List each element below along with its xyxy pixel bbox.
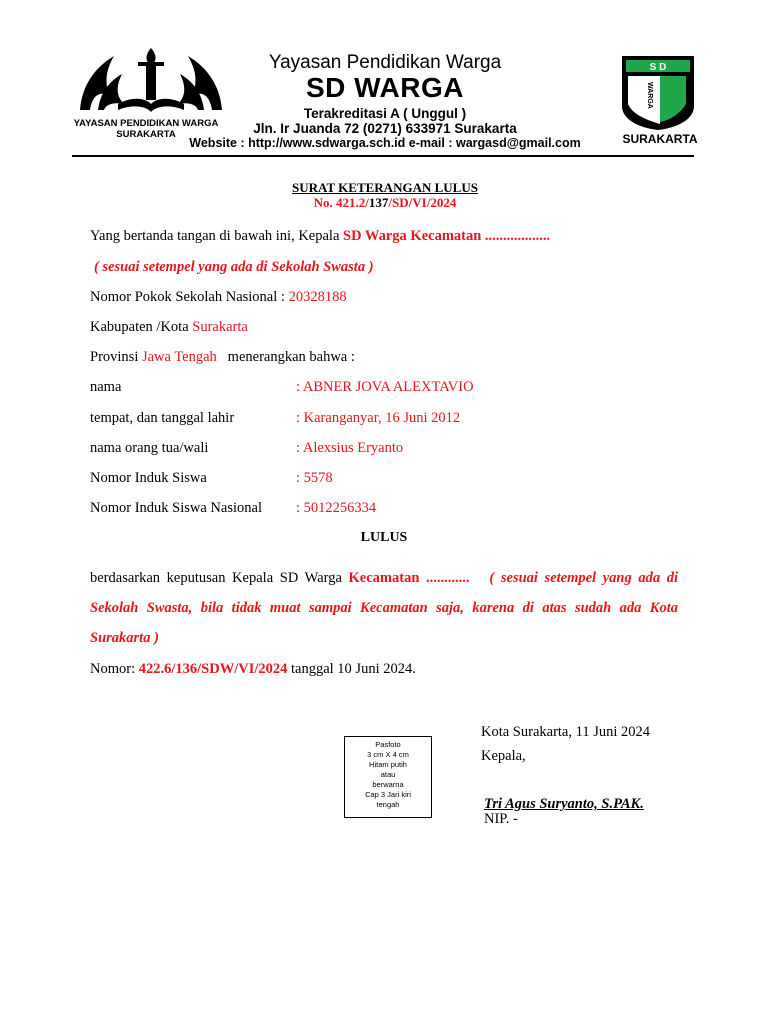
- birth-label: tempat, dan tanggal lahir: [90, 410, 235, 426]
- photo-line-4: atau: [380, 770, 396, 779]
- city-label: Kabupaten /Kota: [90, 319, 193, 335]
- province-suffix: menerangkan bahwa :: [216, 349, 355, 365]
- signature-place-date: Kota Surakarta, 11 Juni 2024: [481, 724, 651, 740]
- shield-logo-caption: SURAKARTA: [622, 132, 698, 146]
- nis-value: : 5578: [296, 470, 333, 486]
- letterhead-rule: [72, 155, 694, 157]
- school-shield-logo: [620, 54, 696, 132]
- decision-nomor-label: Nomor:: [90, 661, 139, 677]
- decision-nomor-suffix: tanggal 10 Juni 2024.: [287, 661, 416, 677]
- shield-logo-text: S D: [649, 62, 667, 73]
- status-heading: LULUS: [360, 530, 408, 545]
- student-name-label: nama: [90, 379, 122, 395]
- photo-placeholder: [344, 736, 432, 818]
- decision-note-2: Sekolah Swasta, bila tidak muat sampai Kecamatan saja, karena di atas sudah ada Kota: [90, 600, 678, 616]
- signatory-nip: NIP. -: [484, 811, 518, 827]
- signatory-name: Tri Agus Suryanto, S.PAK.: [484, 796, 644, 812]
- nisn-value: : 5012256334: [296, 500, 377, 516]
- accreditation: Terakreditasi A ( Unggul ): [303, 106, 467, 121]
- document-title: SURAT KETERANGAN LULUS: [292, 180, 478, 195]
- nis-label: Nomor Induk Siswa: [90, 470, 207, 486]
- province-value: Jawa Tengah: [141, 349, 217, 365]
- foundation-name: Yayasan Pendidikan Warga: [268, 52, 502, 73]
- province-label: Provinsi: [90, 349, 142, 365]
- birth-value: : Karanganyar, 16 Juni 2012: [296, 410, 461, 426]
- nisn-label: Nomor Induk Siswa Nasional: [90, 500, 262, 516]
- intro-school: SD Warga Kecamatan ..................: [343, 228, 551, 244]
- npsn-line: [90, 289, 347, 306]
- npsn-label: Nomor Pokok Sekolah Nasional :: [90, 289, 289, 305]
- decision-line-1: [90, 570, 678, 587]
- signature-role: Kepala,: [481, 748, 526, 764]
- photo-line-6: Cap 3 Jari kiri: [365, 790, 411, 799]
- document-number: [200, 195, 570, 211]
- decision-note-1: ( sesuai setempel yang ada di: [489, 570, 678, 586]
- photo-line-5: berwarna: [372, 780, 404, 789]
- photo-line-2: 3 cm X 4 cm: [367, 750, 409, 759]
- foundation-logo-caption-line2: SURAKARTA: [116, 129, 176, 140]
- school-name: SD WARGA: [306, 72, 464, 103]
- npsn-value: 20328188: [288, 289, 347, 305]
- city-value: Surakarta: [192, 319, 248, 335]
- parent-label: nama orang tua/wali: [90, 440, 209, 456]
- photo-line-1: Pasfoto: [375, 740, 401, 749]
- photo-line-3: Hitam putih: [369, 760, 407, 769]
- intro-note: ( sesuai setempel yang ada di Sekolah Swasta ): [94, 259, 374, 275]
- school-address: Jln. Ir Juanda 72 (0271) 633971 Surakarta: [253, 121, 517, 136]
- document-number-suffix: /SD/VI/2024: [388, 195, 457, 210]
- foundation-logo-caption-line1: YAYASAN PENDIDIKAN WARGA: [73, 118, 219, 129]
- decision-text: berdasarkan keputusan Kepala SD Warga: [90, 570, 349, 586]
- intro-text: Yang bertanda tangan di bawah ini, Kepala: [90, 228, 344, 244]
- city-line: [90, 319, 248, 336]
- decision-nomor-line: [90, 661, 416, 678]
- photo-line-7: tengah: [376, 800, 400, 809]
- student-name-value: : ABNER JOVA ALEXTAVIO: [296, 379, 474, 395]
- document-number-middle: 137: [368, 195, 389, 210]
- shield-logo-vertical-text: WARGA: [646, 82, 653, 109]
- decision-note-3: Surakarta ): [90, 630, 159, 646]
- decision-nomor-value: 422.6/136/SDW/VI/2024: [138, 661, 288, 677]
- document-number-prefix: No. 421.2/: [313, 195, 369, 210]
- school-website: Website : http://www.sdwarga.sch.id e-mail : wargasd@gmail.com: [189, 136, 581, 150]
- intro-line: [90, 228, 550, 245]
- decision-kecamatan: Kecamatan ............: [348, 570, 470, 586]
- province-line: [90, 349, 355, 366]
- parent-value: : Alexsius Eryanto: [296, 440, 404, 456]
